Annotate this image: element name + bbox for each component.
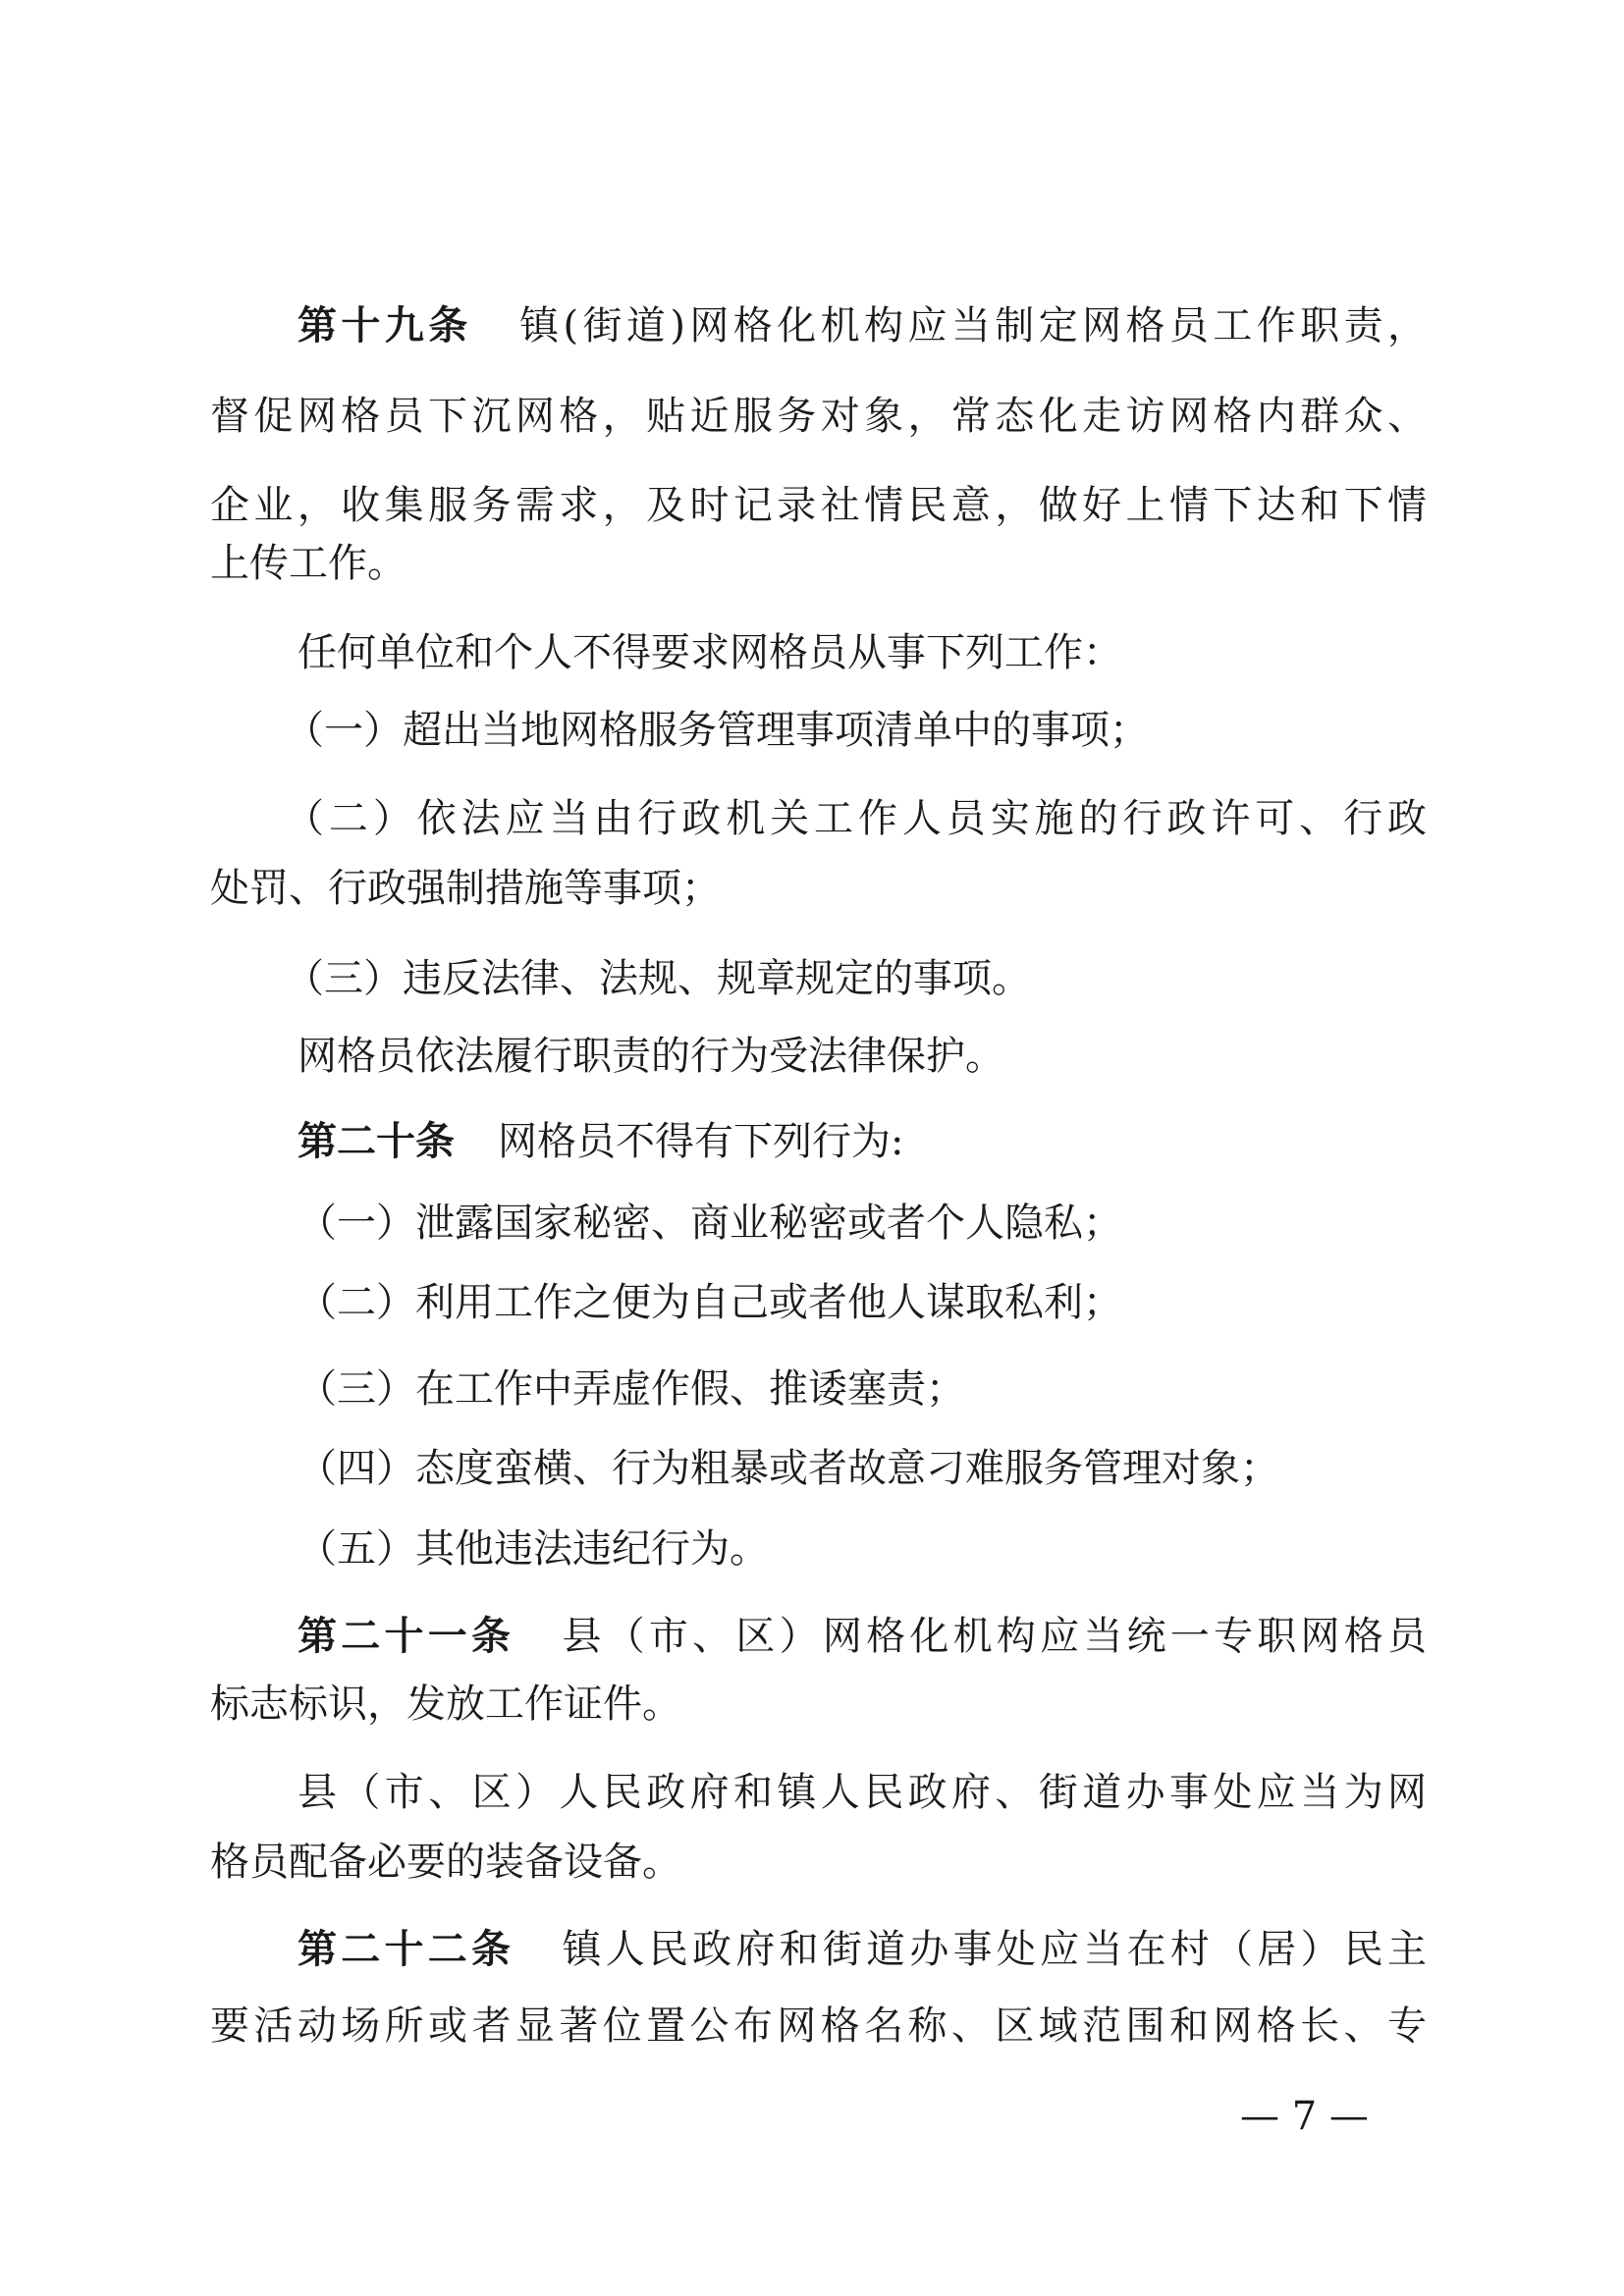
article-19-line-1 xyxy=(298,300,1427,351)
article-19-line-3: 企业，收集服务需求，及时记录社情民意，做好上情下达和下情 xyxy=(210,483,1427,528)
article-22-text: 镇人民政府和街道办事处应当在村（居）民主 xyxy=(558,1927,1428,1972)
article-22-line-2: 要活动场所或者显著位置公布网格名称、区域范围和网格长、专 xyxy=(210,2003,1427,2049)
article-20-item-3: （三）在工作中弄虚作假、推诿塞责； xyxy=(298,1366,965,1412)
article-19-text: 镇(街道)网格化机构应当制定网格员工作职责， xyxy=(514,303,1428,348)
article-19-para-2: 任何单位和个人不得要求网格员从事下列工作： xyxy=(298,630,1122,675)
article-21-text: 县（市、区）网格化机构应当统一专职网格员 xyxy=(558,1614,1428,1659)
article-20-item-5: （五）其他违法违纪行为。 xyxy=(298,1526,769,1572)
article-19-heading: 第十九条 xyxy=(298,303,472,348)
article-21-para-2-line-1: 县（市、区）人民政府和镇人民政府、街道办事处应当为网 xyxy=(298,1770,1427,1815)
article-20-item-1: （一）泄露国家秘密、商业秘密或者个人隐私； xyxy=(298,1201,1122,1246)
article-20-item-2: （二）利用工作之便为自己或者他人谋取私利； xyxy=(298,1280,1122,1325)
article-19-item-2-line-1: （二）依法应当由行政机关工作人员实施的行政许可、行政 xyxy=(285,796,1427,841)
page-number: — 7 — xyxy=(1240,2094,1369,2139)
article-21-line-2: 标志标识，发放工作证件。 xyxy=(210,1682,681,1727)
article-20-text: 网格员不得有下列行为: xyxy=(498,1119,904,1164)
article-19-para-3: 网格员依法履行职责的行为受法律保护。 xyxy=(298,1034,1004,1079)
article-22-line-1 xyxy=(298,1924,1427,1975)
article-19-line-4: 上传工作。 xyxy=(210,541,406,586)
article-20-heading: 第二十条 xyxy=(298,1119,455,1164)
article-22-heading: 第二十二条 xyxy=(298,1927,515,1972)
article-21-line-1 xyxy=(298,1611,1427,1662)
article-21-para-2-line-2: 格员配备必要的装备设备。 xyxy=(210,1840,681,1885)
article-19-item-3: （三）违反法律、法规、规章规定的事项。 xyxy=(285,956,1031,1001)
article-19-item-1: （一）超出当地网格服务管理事项清单中的事项； xyxy=(285,708,1149,753)
article-19-item-2-line-2: 处罚、行政强制措施等事项； xyxy=(210,866,721,911)
article-19-line-2: 督促网格员下沉网格，贴近服务对象，常态化走访网格内群众、 xyxy=(210,394,1427,439)
article-20-item-4: （四）态度蛮横、行为粗暴或者故意刁难服务管理对象； xyxy=(298,1446,1279,1491)
article-21-heading: 第二十一条 xyxy=(298,1614,515,1659)
article-20-line-1 xyxy=(298,1116,903,1167)
